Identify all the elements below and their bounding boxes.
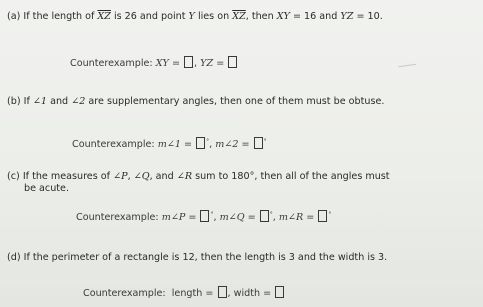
question-c-text: , and (149, 171, 177, 182)
counterexample-c: Counterexample: m∠P = °, m∠Q = °, m∠R = ° (76, 211, 332, 223)
counterexample-label: Counterexample: (76, 212, 159, 223)
question-d (7, 252, 387, 263)
question-a-text: is 26 and point (110, 11, 189, 22)
question-a-text: lies on (194, 11, 233, 22)
question-a-text: If the length of (20, 11, 98, 22)
counterexample-label: Counterexample: (70, 58, 153, 69)
width-label: width (233, 288, 261, 299)
degree-symbol: ° (210, 211, 214, 218)
counterexample-label: Counterexample: (72, 139, 155, 150)
question-c-label: (c) (7, 171, 20, 182)
counterexample-label: Counterexample: (83, 288, 166, 299)
question-c-line2: be acute. (24, 183, 69, 194)
degree-symbol: ° (269, 211, 273, 218)
point-y: Y (188, 11, 195, 22)
answer-box-angle-q[interactable] (260, 210, 269, 222)
question-b-text: and (47, 96, 72, 107)
counterexample-d: Counterexample: length = , width = (83, 286, 285, 299)
m-angle-q: m∠Q (219, 212, 245, 223)
question-a (7, 11, 383, 22)
question-a-text: , then (245, 11, 277, 22)
angle-p: ∠P (113, 171, 128, 182)
m-angle-p: m∠P (161, 212, 186, 223)
angle-q: ∠Q (133, 171, 150, 182)
question-a-text: = 10. (353, 11, 383, 22)
degree-symbol: ° (328, 211, 332, 218)
answer-box-angle-p[interactable] (200, 210, 209, 222)
question-d-label: (d) (7, 252, 21, 263)
counterexample-a: Counterexample: XY = , YZ = (70, 56, 238, 69)
m-angle-r: m∠R (278, 212, 304, 223)
answer-box-angle-r[interactable] (318, 210, 327, 222)
degree-symbol: ° (263, 138, 267, 145)
question-b-text: If (20, 96, 33, 107)
answer-box-length[interactable] (218, 286, 227, 298)
answer-box-angle-1[interactable] (196, 137, 205, 149)
counterexample-b: Counterexample: m∠1 = °, m∠2 = ° (72, 138, 267, 150)
answer-box-angle-2[interactable] (254, 137, 263, 149)
degree-symbol: ° (206, 138, 210, 145)
answer-box-width[interactable] (275, 286, 284, 298)
length-label: length (171, 288, 203, 299)
xy-variable: XY (155, 58, 169, 69)
m-angle-1: m∠1 (157, 139, 181, 150)
question-b-label: (b) (7, 96, 21, 107)
segment-xz: $\overline{XZ}$ (97, 11, 111, 22)
question-c-text: If the measures of (19, 171, 114, 182)
question-d-text: If the perimeter of a rectangle is 12, then the length is 3 and the width is 3. (20, 252, 388, 263)
yz-label: YZ (340, 11, 354, 22)
angle-2: ∠2 (71, 96, 86, 107)
question-a-label: (a) (7, 11, 21, 22)
question-c: (c) If the measures of ∠P, ∠Q, and ∠R sum to 180°, then all of the angles must (7, 171, 390, 182)
question-b-text: are supplementary angles, then one of them must be obtuse. (85, 96, 385, 107)
question-a-text: = 16 and (289, 11, 341, 22)
answer-box-xy[interactable] (184, 56, 193, 68)
question-c-text: sum to (192, 171, 232, 182)
m-angle-2: m∠2 (215, 139, 239, 150)
segment-xz: $\overline{XZ}$ (232, 11, 246, 22)
angle-1: ∠1 (32, 96, 48, 107)
angle-r: ∠R (176, 171, 193, 182)
xy-label: XY (276, 11, 290, 22)
sum-value: 180° (231, 171, 255, 182)
answer-box-yz[interactable] (228, 56, 237, 68)
yz-variable: YZ (200, 58, 214, 69)
question-b (7, 96, 384, 107)
pencil-mark (398, 60, 417, 67)
question-c-text: , then all of the angles must (254, 171, 390, 182)
